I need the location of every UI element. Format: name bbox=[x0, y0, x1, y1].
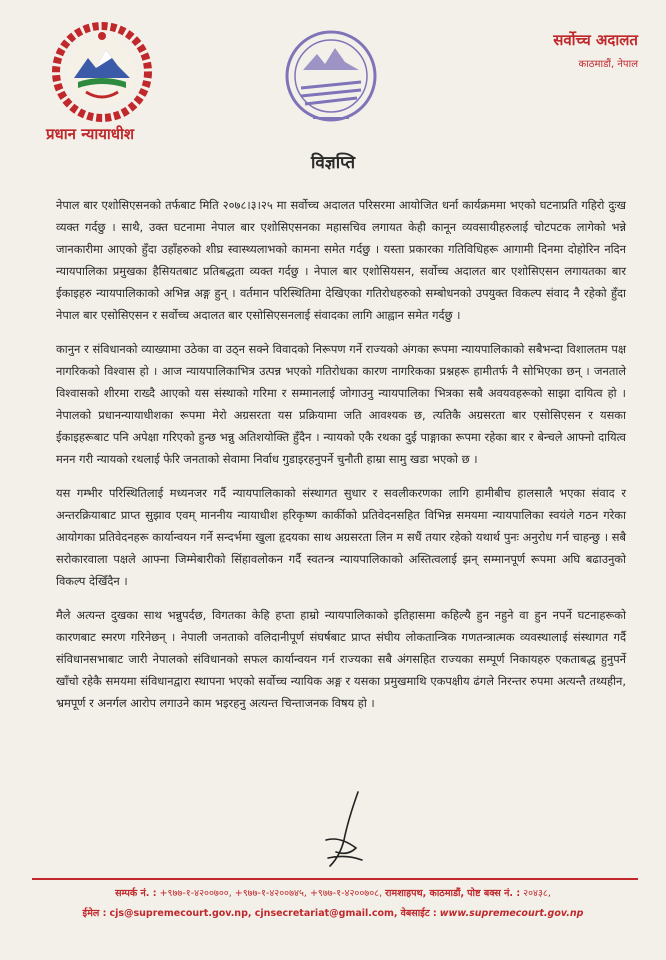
contact-label: सम्पर्क नं. : bbox=[115, 888, 157, 899]
footer-online-line bbox=[0, 906, 666, 919]
notice-title: विज्ञप्ति bbox=[310, 153, 356, 173]
court-location: काठमाडौं, नेपाल bbox=[578, 59, 638, 70]
address: रामशाहपथ, काठमाडौं, bbox=[385, 888, 465, 899]
paragraph: नेपाल बार एशोसिएसनको तर्फबाट मिति २०७८।३।२५ मा सर्वोच्च अदालत परिसरमा आयोजित धर्ना कार्यक्रममा भएको घटनाप्रति गहिरो दुःख व्यक्त गर्दछु । साथै, उक्त घटनामा नेपाल बार एशोसिएसनका महासचिव लगायत केही कानून व्यवसायीहरुलाई चोटपटक लागेको भन्ने जानकारीमा आएको हुँदा उहाँहरुको शीघ्र स्वास्थ्यलाभको कामना समेत गर्दछु । यस्ता प्रकारका गतिविधिहरू आगामी दिनमा दोहोरिन नदिन न्यायपालिका प्रमुखका हैसियतबाट प्रतिबद्धता व्यक्त गर्दछु । नेपाल बार एशोसियसन, सर्वोच्च अदालत बार एशोसिएसन लगायतका बार ईकाइहरु न्यायपालिकाको अभिन्न अङ्ग हुन् । वर्तमान परिस्थितिमा देखिएका गतिरोधहरुको सम्बोधनको उपयुक्त विकल्प संवाद नै रहेको हुँदा नेपाल बार एसोसिएसन र सर्वोच्च अदालत बार एसोसिएसनलाई संवादका लागि आह्वान समेत गर्दछु । bbox=[56, 198, 626, 322]
footer-divider bbox=[32, 878, 638, 880]
po-box-number: २०४३८, bbox=[523, 888, 551, 899]
paragraph: कानुन र संविधानको व्याख्यामा उठेका वा उठ्न सक्ने विवादको निरूपण गर्ने राज्यको अंगका रूपमा न्यायपालिकाको सबैभन्दा विशालतम पक्ष नागरिकको विश्वास हो । आज न्यायपालिकाभित्र उत्पन्न भएको गतिरोधका कारण नागरिकका प्रश्नहरू हामीतर्फ नै सोभिएका छन् । जनताले विश्वासको शीरमा राख्दै आएको यस संस्थाको गरिमा र सम्मानलाई जोगाउनु न्यायपालिका भित्रका सबै अवयवहरूको साझा दायित्व हो । नेपालको प्रधानन्यायाधीशका रूपमा मेरो अग्रसरता यस प्रक्रियामा जति आवश्यक छ, त्यतिकै अग्रसरता बार एसोसिएसन र यसका ईकाइहरूबाट पनि अपेक्षा गरिएको हुन्छ भन्नु अतिशयोक्ति हुँदैन । न्यायको एकै रथका दुई पाङ्गाका रूपमा रहेका बार र बेन्चले आफ्नो दायित्व मनन गरी न्यायको रथलाई फेरि जनताको सेवामा निर्वाध गुडाइरहनुपर्ने चुनौती हाम्रा सामु खडा भएको छ । bbox=[56, 342, 626, 466]
paragraph: यस गम्भीर परिस्थितिलाई मध्यनजर गर्दै न्यायपालिकाको संस्थागत सुधार र सवलीकरणका लागि हामीबीच हालसालै भएका संवाद र अन्तरक्रियाबाट प्राप्त सुझाव एवम् माननीय न्यायाधीश हरिकृष्ण कार्कीको प्रतिवेदनसहित विभिन्न समयमा न्यायपालिका स्वयंले गठन गरेका आयोगका प्रतिवेदनहरू कार्यान्वयन गर्ने सन्दर्भमा खुला हृदयका साथ अग्रसरता लिन म सधैं तयार रहेको यथार्थ पुनः अनुरोध गर्न चाहन्छु । सबै सरोकारवाला पक्षले आफ्ना जिम्मेबारीको सिंहावलोकन गर्दै स्वतन्त्र न्यायपालिकाको अस्तित्वलाई झन् सम्मानपूर्ण रूपमा अघि बढाउनुको विकल्प देखिँदैन । bbox=[56, 486, 626, 588]
footer-contact-line bbox=[0, 886, 666, 899]
chief-justice-label: प्रधान न्यायाधीश bbox=[46, 125, 135, 143]
court-title: सर्वोच्च अदालत bbox=[553, 31, 638, 49]
po-box-label: पोष्ट बक्स नं. : bbox=[467, 888, 521, 899]
chief-justice-secretariat-seal bbox=[283, 26, 379, 130]
paragraph: मैले अत्यन्त दुखका साथ भन्नुपर्दछ, विगतका केहि हप्ता हाम्रो न्यायपालिकाको इतिहासमा कहिल्यै हुन नहुने वा हुन नपर्ने घटनाहरूको कारणबाट स्मरण गरिनेछन् । नेपाली जनताको वलिदानीपूर्ण संघर्षबाट प्राप्त संघीय लोकतान्त्रिक गणतन्त्रात्मक व्यवस्थालाई संस्थागत गर्दै संविधानसभाबाट जारी नेपालको संविधानको सफल कार्यान्वयन गर्न राज्यका सबै अंगसहित राज्यका सम्पूर्ण निकायहरु एकताबद्ध हुनुपर्ने खाँचो रहेकै समयमा संविधानद्वारा स्थापना भएको सर्वोच्च न्यायिक अङ्ग र यसका प्रमुखमाथि एकपक्षीय ढंगले निरन्तर रुपमा अत्यन्तै तथ्यहीन, भ्रमपूर्ण र अनर्गल आरोप लगाउने काम भइरहनु अत्यन्त चिन्ताजनक विषय हो । bbox=[56, 608, 626, 710]
website-label: वेबसाईट : bbox=[400, 908, 437, 919]
phone-numbers: +९७७-१-४२००७००, +९७७-१-४२००७४५, +९७७-१-४२००७०८, bbox=[159, 888, 383, 899]
email-label: ईमेल : bbox=[82, 908, 107, 919]
email-addresses[interactable]: cjs@supremecourt.gov.np, cjnsecretariat@gmail.com, bbox=[109, 908, 398, 919]
signature-mark bbox=[318, 790, 372, 868]
notice-body bbox=[56, 194, 626, 726]
nepal-emblem-icon bbox=[52, 22, 152, 122]
website-link[interactable]: www.supremecourt.gov.np bbox=[439, 908, 584, 919]
